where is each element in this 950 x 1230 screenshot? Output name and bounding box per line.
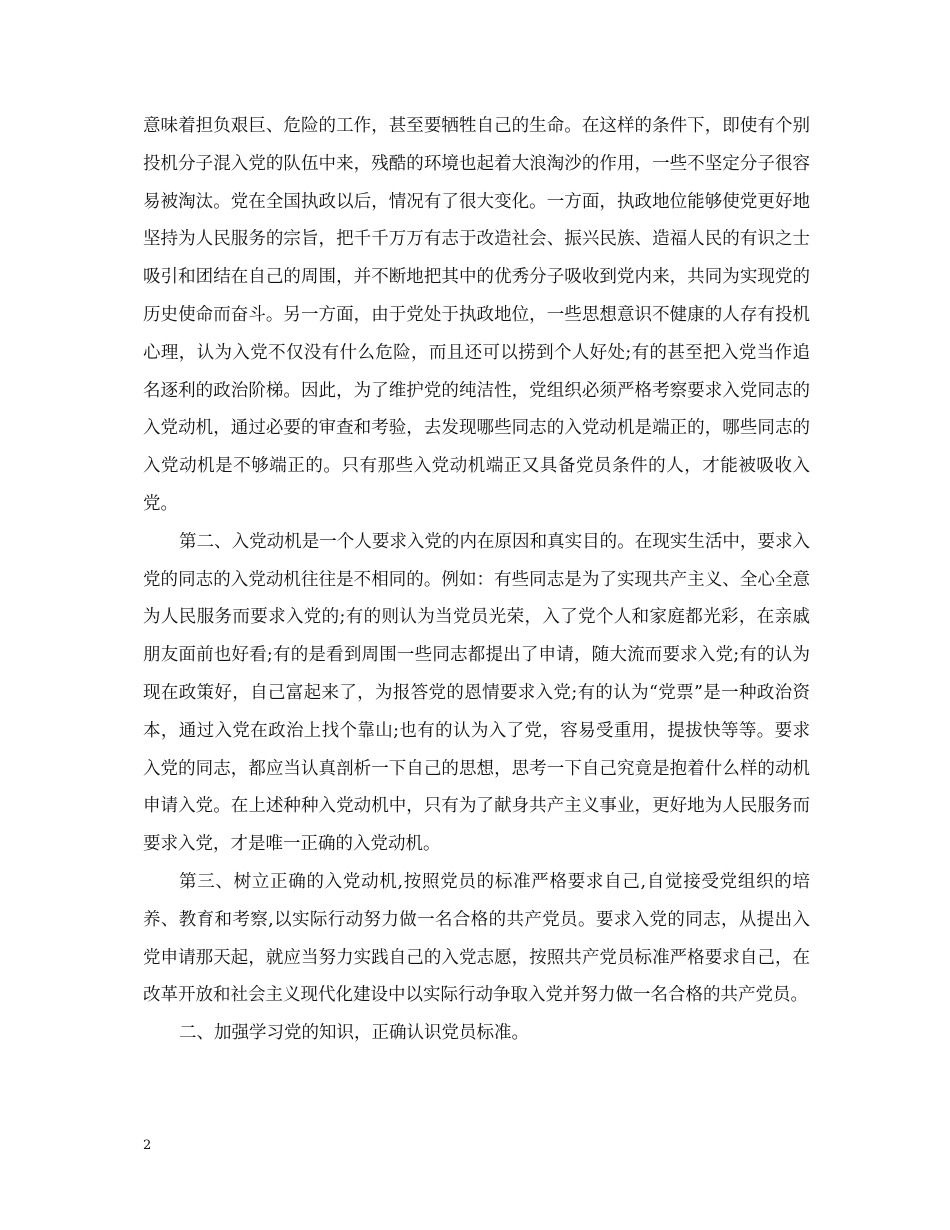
paragraph-third-point: 第三、树立正确的入党动机,按照党员的标准严格要求自己,自觉接受党组织的培养、教育和考察,以实际行动努力做一名合格的共产党员。要求入党的同志，从提出入党申请那天起，就应当努力实践自己的入党志愿，按照共产党员标准严格要求自己，在改革开放和社会主义现代化建设中以实际行动争取入党并努力做一名合格的共产党员。 <box>143 871 810 1006</box>
paragraph-continuation: 意味着担负艰巨、危险的工作，甚至要牺牲自己的生命。在这样的条件下，即使有个别投机分子混入党的队伍中来，残酷的环境也起着大浪淘沙的作用，一些不坚定分子很容易被淘汰。党在全国执政以后，情况有了很大变化。一方面，执政地位能够使党更好地坚持为人民服务的宗旨，把千千万万有志于改造社会、振兴民族、造福人民的有识之士吸引和团结在自己的周围，并不断地把其中的优秀分子吸收到党内来，共同为实现党的历史使命而奋斗。另一方面，由于党处于执政地位，一些思想意识不健康的人存有投机心理，认为入党不仅没有什么危险，而且还可以捞到个人好处;有的甚至把入党当作追名逐利的政治阶梯。因此，为了维护党的纯洁性，党组织必须严格考察要求入党同志的入党动机，通过必要的审查和考验，去发现哪些同志的入党动机是端正的，哪些同志的入党动机是不够端正的。只有那些入党动机端正又具备党员条件的人，才能被吸收入党。 <box>143 116 810 514</box>
document-body <box>143 108 810 1053</box>
paragraph-second-point: 第二、入党动机是一个人要求入党的内在原因和真实目的。在现实生活中，要求入党的同志的入党动机往往是不相同的。例如：有些同志是为了实现共产主义、全心全意为人民服务而要求入党的;有的则认为当党员光荣，入了党个人和家庭都光彩，在亲戚朋友面前也好看;有的是看到周围一些同志都提出了申请，随大流而要求入党;有的认为现在政策好，自己富起来了，为报答党的恩情要求入党;有的认为“党票”是一种政治资本，通过入党在政治上找个靠山;也有的认为入了党，容易受重用，提拔快等等。要求入党的同志，都应当认真剖析一下自己的思想，思考一下自己究竟是抱着什么样的动机申请入党。在上述种种入党动机中，只有为了献身共产主义事业，更好地为人民服务而要求入党，才是唯一正确的入党动机。 <box>143 531 810 855</box>
page-number: 2 <box>143 1138 152 1153</box>
section-heading: 二、加强学习党的知识，正确认识党员标准。 <box>179 1023 529 1044</box>
